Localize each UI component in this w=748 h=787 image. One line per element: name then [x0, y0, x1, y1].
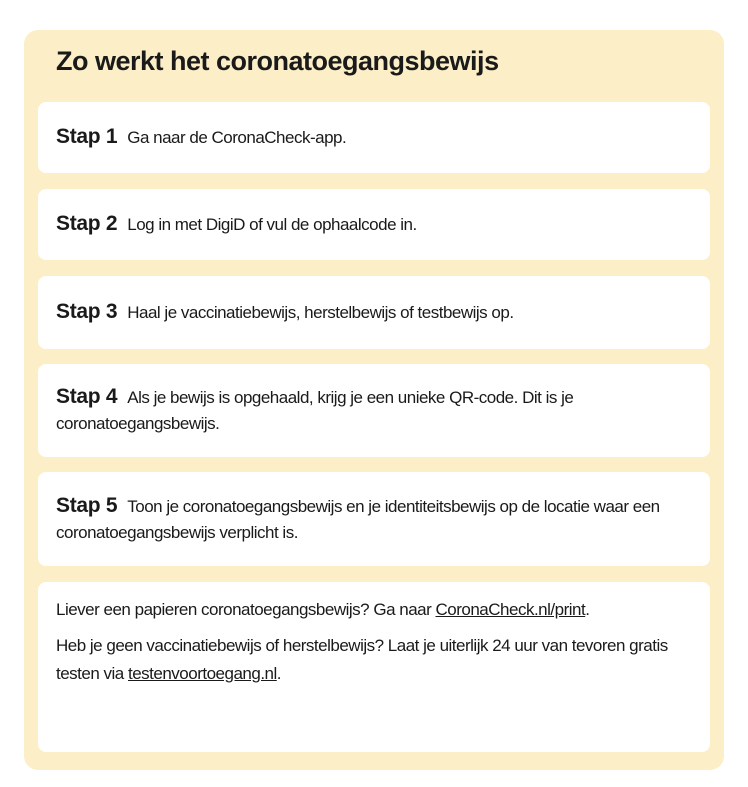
coronacheck-print-link[interactable]: CoronaCheck.nl/print — [435, 600, 586, 619]
step-description-2: Log in met DigiD of vul de ophaalcode in. — [127, 215, 417, 234]
paper-proof-paragraph — [56, 596, 692, 624]
step-card-2 — [38, 189, 710, 260]
step-description-1: Ga naar de CoronaCheck-app. — [127, 128, 347, 147]
paper-proof-text: Liever een papieren coronatoegangsbewijs? Ga naar — [56, 600, 436, 619]
paper-proof-period: . — [585, 600, 590, 619]
testenvoortoegang-link[interactable]: testenvoortoegang.nl — [128, 664, 277, 683]
step-text-1 — [56, 124, 346, 151]
step-text-4 — [56, 384, 692, 437]
testing-paragraph — [56, 632, 692, 688]
step-description-5: Toon je coronatoegangsbewijs en je identiteitsbewijs op de locatie waar een coronatoegangsbewijs verplicht is. — [56, 496, 660, 542]
panel-title: Zo werkt het coronatoegangsbewijs — [56, 46, 499, 76]
step-text-5 — [56, 493, 692, 546]
step-label-4: Stap 4 — [56, 385, 118, 408]
step-text-2 — [56, 211, 417, 238]
step-label-3: Stap 3 — [56, 300, 118, 323]
step-description-4: Als je bewijs is opgehaald, krijg je een unieke QR-code. Dit is je coronatoegangsbewijs. — [56, 388, 574, 433]
step-card-5 — [38, 472, 710, 566]
step-label-1: Stap 1 — [56, 125, 118, 148]
info-card — [38, 582, 710, 752]
step-label-2: Stap 2 — [56, 212, 118, 235]
step-description-3: Haal je vaccinatiebewijs, herstelbewijs of testbewijs op. — [127, 303, 514, 322]
step-label-5: Stap 5 — [56, 493, 118, 517]
info-panel — [24, 30, 724, 770]
step-text-3 — [56, 299, 514, 326]
testing-period: . — [276, 664, 282, 683]
step-card-3 — [38, 276, 710, 349]
step-card-1 — [38, 102, 710, 173]
step-card-4 — [38, 364, 710, 457]
testing-text: Heb je geen vaccinatiebewijs of herstelbewijs? Laat je uiterlijk 24 uur van tevoren gratis testen via — [56, 636, 668, 683]
